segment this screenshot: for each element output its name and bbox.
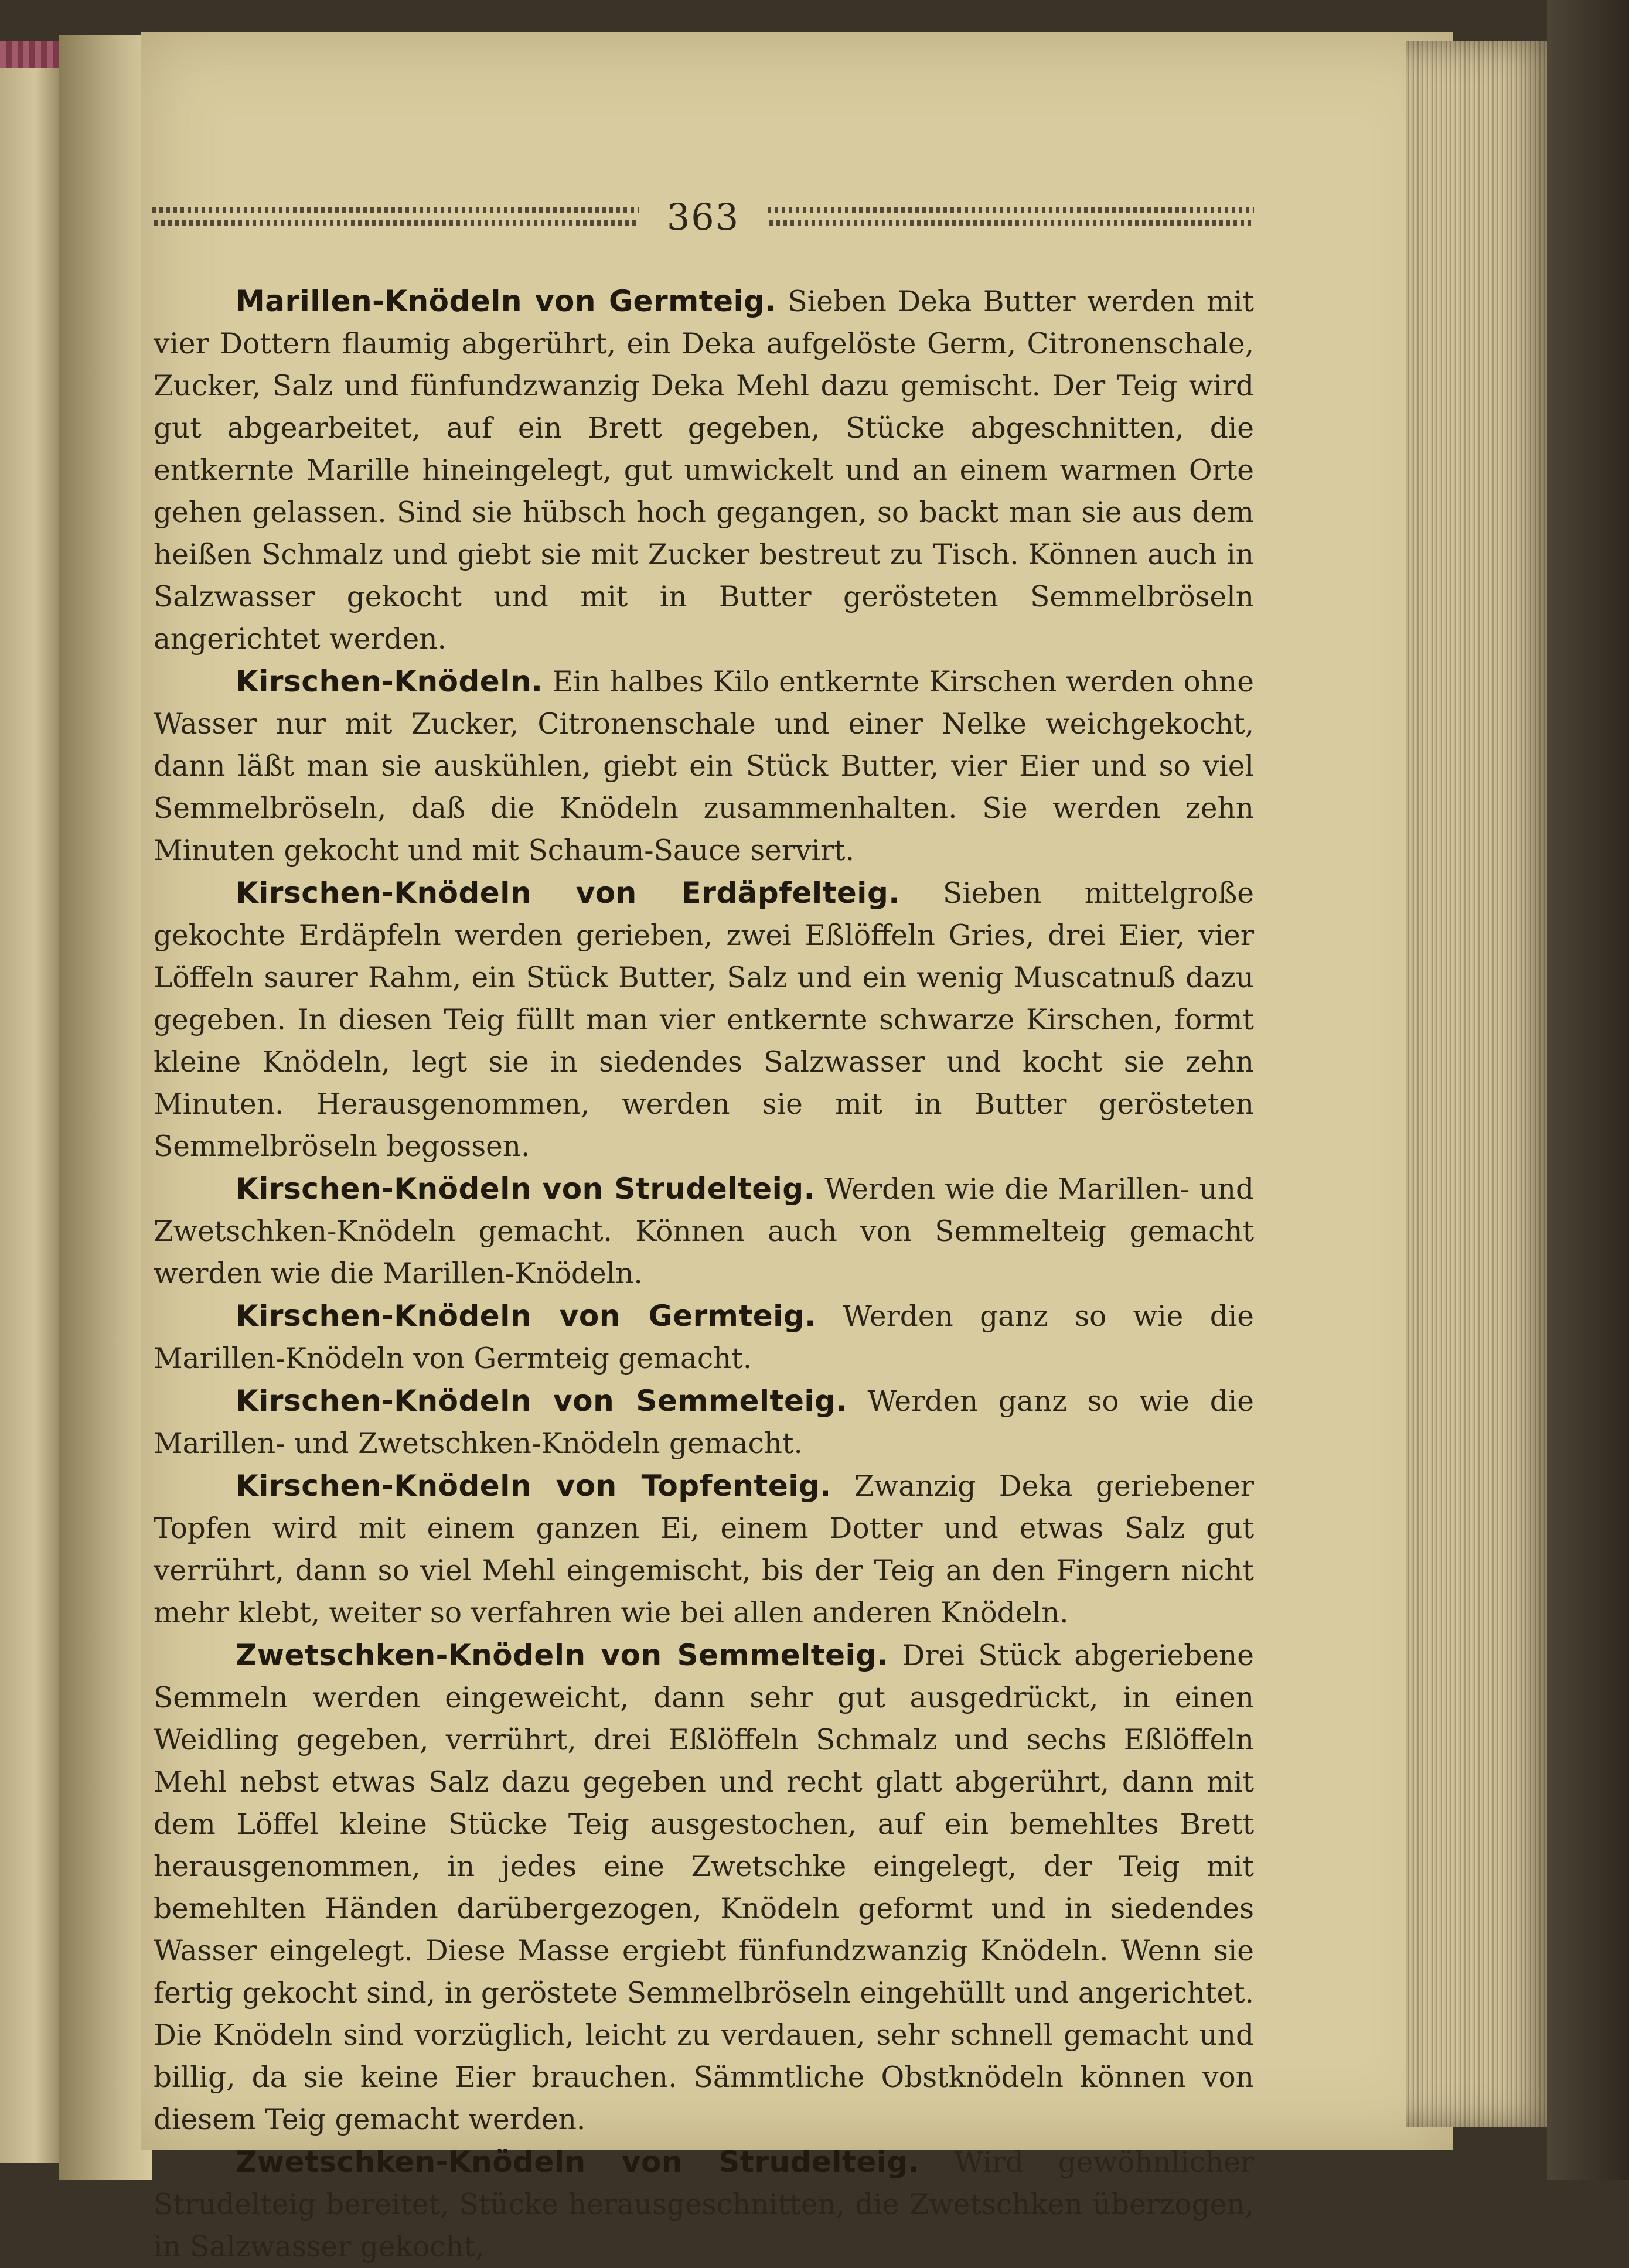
recipe-body: Wird gewöhnlicher Strudelteig bereitet, Stücke herausgeschnitten, die Zwetschken überzogen, in Salzwasser gekocht, — [154, 2146, 1254, 2263]
recipe-title: Kirschen-Knödeln von Strudelteig. — [236, 1172, 816, 1206]
recipe-paragraph — [154, 1634, 1254, 2141]
recipe-title: Kirschen-Knödeln von Germteig. — [236, 1299, 816, 1333]
recipe-paragraph — [154, 280, 1254, 660]
recipe-body: Werden ganz so wie die Marillen- und Zwetschken-Knödeln gemacht. — [154, 1385, 1254, 1460]
recipe-paragraph — [154, 1295, 1254, 1380]
recipe-body: Werden ganz so wie die Marillen-Knödeln von Germteig gemacht. — [154, 1300, 1254, 1375]
recipe-title: Kirschen-Knödeln von Topfenteig. — [236, 1469, 831, 1503]
left-page-edge — [0, 41, 59, 2163]
recipe-paragraph — [154, 1465, 1254, 1634]
recipe-body: Werden wie die Marillen- und Zwetschken-Knödeln gemacht. Können auch von Semmelteig gemacht werden wie die Marillen-Knödeln. — [154, 1173, 1254, 1290]
recipe-body: Zwanzig Deka geriebener Topfen wird mit einem ganzen Ei, einem Dotter und etwas Salz gut verrührt, dann so viel Mehl eingemischt, bis der Teig an den Fingern nicht mehr klebt, weiter so verfahren wie bei allen anderen Knödeln. — [154, 1470, 1254, 1629]
recipe-title: Zwetschken-Knödeln von Semmelteig. — [236, 1638, 888, 1672]
recipe-body: Sieben Deka Butter werden mit vier Dottern flaumig abgerührt, ein Deka aufgelöste Germ, Citronenschale, Zucker, Salz und fünfundzwanzig Deka Mehl dazu gemischt. Der Teig wird gut abgearbeitet, auf ein Brett gegeben, Stücke abgeschnitten, die entkernte Marille hineingelegt, gut umwickelt und an einem warmen Orte gehen gelassen. Sind sie hübsch hoch gegangen, so backt man sie aus dem heißen Schmalz und giebt sie mit Zucker bestreut zu Tisch. Können auch in Salzwasser gekocht und mit in Butter gerösteten Semmelbröseln angerichtet werden. — [154, 285, 1254, 656]
recipe-paragraph — [154, 1380, 1254, 1465]
recipe-title: Kirschen-Knödeln von Erdäpfelteig. — [236, 876, 900, 910]
recipe-paragraph — [154, 2141, 1254, 2268]
page-header — [152, 193, 1254, 240]
recipe-title: Kirschen-Knödeln von Semmelteig. — [236, 1384, 847, 1418]
recipe-paragraph — [154, 660, 1254, 872]
recipe-text — [154, 280, 1254, 2268]
recipe-paragraph — [154, 872, 1254, 1168]
recipe-title: Kirschen-Knödeln. — [236, 664, 543, 698]
header-ornament-left — [152, 207, 639, 226]
recipe-body: Sieben mittelgroße gekochte Erdäpfeln werden gerieben, zwei Eßlöffeln Gries, drei Eier, vier Löffeln saurer Rahm, ein Stück Butter, Salz und ein wenig Muscatnuß dazu gegeben. In diesen Teig füllt man vier entkernte schwarze Kirschen, formt kleine Knödeln, legt sie in siedendes Salzwasser und kocht sie zehn Minuten. Herausgenommen, werden sie mit in Butter gerösteten Semmelbröseln begossen. — [154, 877, 1254, 1163]
page-stack-edges — [1406, 41, 1559, 2127]
book-cover-edge — [1547, 0, 1629, 2180]
recipe-body: Drei Stück abgeriebene Semmeln werden eingeweicht, dann sehr gut ausgedrückt, in einen Weidling gegeben, verrührt, drei Eßlöffeln Schmalz und sechs Eßlöffeln Mehl nebst etwas Salz dazu gegeben und recht glatt abgerührt, dann mit dem Löffel kleine Stücke Teig ausgestochen, auf ein bemehltes Brett herausgenommen, in jedes eine Zwetschke eingelegt, der Teig mit bemehlten Händen darübergezogen, Knödeln geformt und in siedendes Wasser eingelegt. Diese Masse ergiebt fünfundzwanzig Knödeln. Wenn sie fertig gekocht sind, in geröstete Semmelbröseln eingehüllt und angerichtet. Die Knödeln sind vorzüglich, leicht zu verdauen, sehr schnell gemacht und billig, da sie keine Eier brauchen. Sämmtliche Obstknödeln können von diesem Teig gemacht werden. — [154, 1639, 1254, 2136]
page-number: 363 — [666, 195, 740, 238]
recipe-paragraph — [154, 1168, 1254, 1295]
recipe-title: Marillen-Knödeln von Germteig. — [236, 284, 776, 318]
recipe-title: Zwetschken-Knödeln von Strudelteig. — [236, 2145, 920, 2179]
book-gutter — [59, 35, 152, 2180]
header-ornament-right — [768, 207, 1254, 226]
recipe-body: Ein halbes Kilo entkernte Kirschen werden ohne Wasser nur mit Zucker, Citronenschale und einer Nelke weichgekocht, dann läßt man sie auskühlen, giebt ein Stück Butter, vier Eier und so viel Semmelbröseln, daß die Knödeln zusammenhalten. Sie werden zehn Minuten gekocht und mit Schaum-Sauce servirt. — [154, 666, 1254, 867]
